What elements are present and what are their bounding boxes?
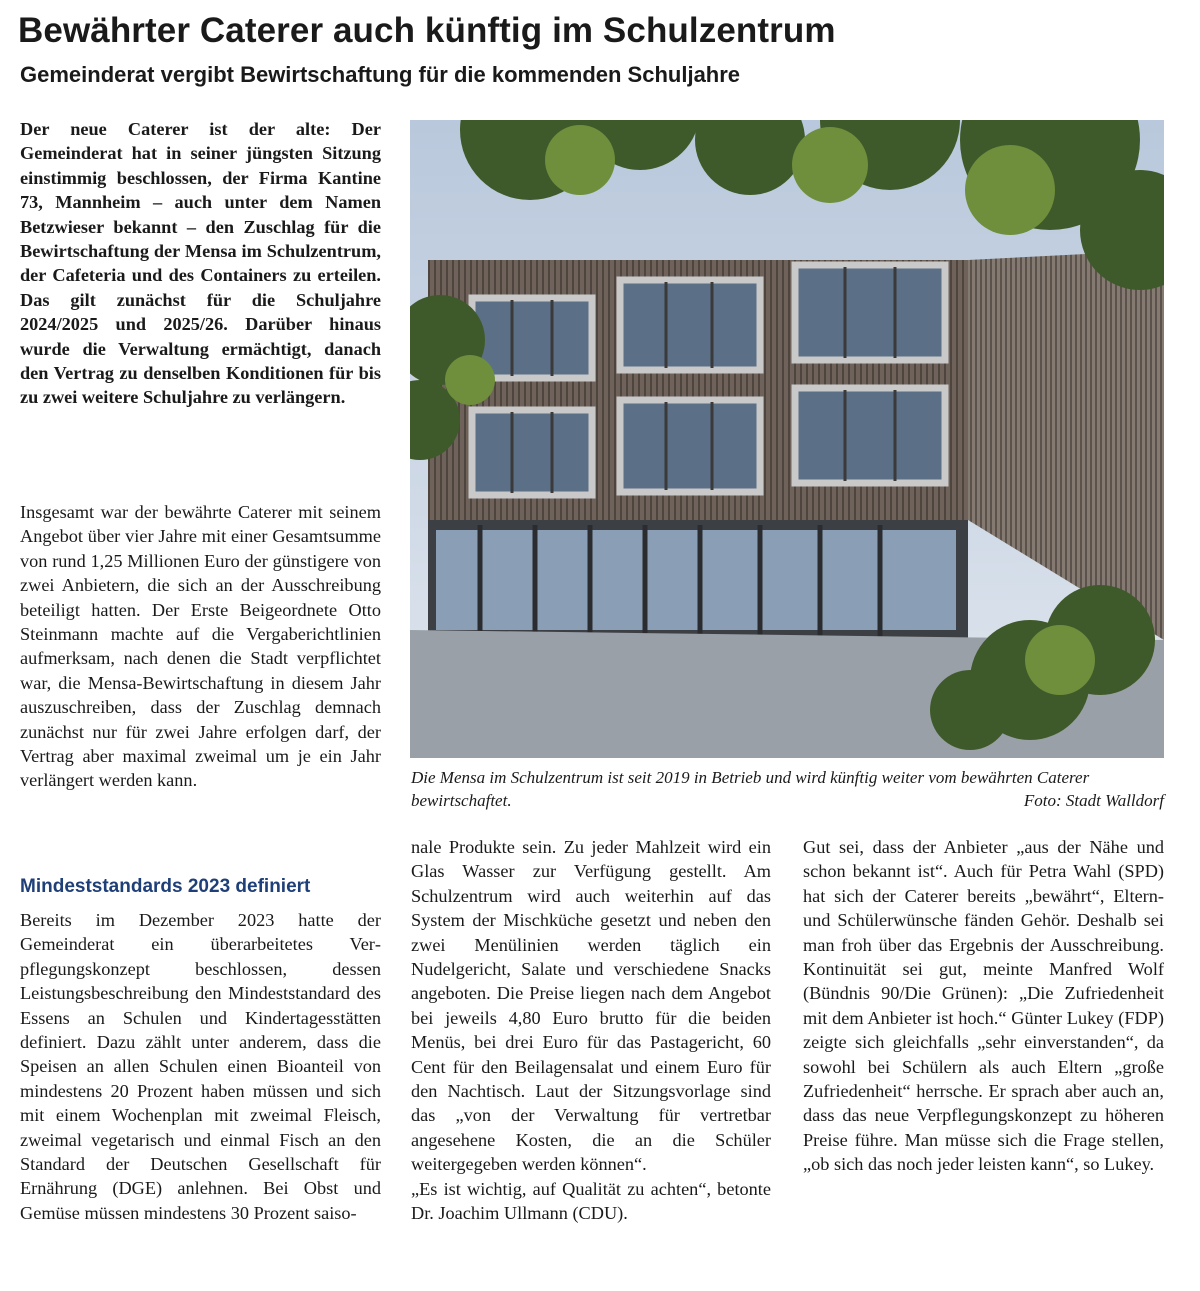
paragraph-2-text: Insgesamt war der bewährte Caterer mit seinem Angebot über vier Jahre mit einer Gesamtsumme von rund 1,25 Millionen Euro der günstigere von zwei Anbietern, die sich an der Ausschreibung beteiligt hatten. Der Erste Beigeordnete Otto Steinmann machte auf die Vergaberichtlinien aufmerksam, nach denen die Stadt verpflichtet war, die Mensa-Bewirtschaftung in diesem Jahr auszuschreiben, dass der Zuschlag demnach zunächst nur für zwei Jahre erfolgen darf, der Vertrag aber maximal zweimal um je ein Jahr verlängert werden kann. bbox=[20, 502, 381, 791]
lead-paragraph bbox=[20, 117, 381, 410]
paragraph-4-part2-text: Gut sei, dass der Anbieter „aus der Nähe und schon bekannt ist“. Auch für Petra Wahl (SPD) hat sich der Caterer bereits „bewährt“, Eltern- und Schülerwünsche fänden Gehör. Deshalb sei man froh über das Ergebnis der Ausschreibung. Kontinuität sei gut, meinte Manfred Wolf (Bündnis 90/Die Grünen): „Die Zufriedenheit mit dem Anbieter ist hoch.“ Günter Lukey (FDP) zeigte sich gleichfalls „sehr einverstanden“, da sowohl bei Schülern als auch Eltern „große Zufriedenheit“ herrsche. Er sprach aber auch an, dass das neue Verpflegungskonzept zu höheren Preise führe. Man müsse sich die Frage stellen, „ob sich das noch jeder leisten kann“, so Lukey. bbox=[803, 837, 1164, 1175]
article-column-3 bbox=[803, 835, 1164, 1177]
paragraph-3-part2-text: nale Produkte sein. Zu jeder Mahlzeit wird ein Glas Wasser zur Verfügung gestellt. Am Schulzentrum wird auch weiterhin auf das System der Mischküche gesetzt und neben den zwei Menülinien werden täglich ein Nudelgericht, Salate und verschiedene Snacks angeboten. Die Preise liegen nach dem Angebot bei jeweils 4,80 Euro brutto für die beiden Menüs, bei drei Euro für das Pastagericht, 60 Cent für den Beilagensalat und einem Euro für den Nachtisch. Laut der Sitzungsvorlage sind das „von der Verwaltung für vertretbar angesehene Kosten, die an die Schüler weitergegeben werden können“. bbox=[411, 837, 771, 1175]
photo-caption bbox=[411, 766, 1164, 812]
paragraph-4-part1-text: „Es ist wichtig, auf Qualität zu achten“, betonte Dr. Joachim Ullmann (CDU). bbox=[411, 1178, 771, 1224]
lead-text: Der neue Caterer ist der alte: Der Gemeinderat hat in seiner jüngsten Sitzung einstimmig beschlossen, der Firma Kantine 73, Mannheim – auch unter dem Namen Betzwieser bekannt – den Zuschlag für die Bewirtschaftung der Mensa im Schulzentrum, der Cafeteria und des Containers zu erteilen. Das gilt zunächst für die Schuljahre 2024/2025 und 2025/26. Darüber hinaus wurde die Verwaltung ermächtigt, danach den Vertrag zu denselben Konditionen für bis zu zwei weitere Schuljahre zu verlängern. bbox=[20, 119, 381, 408]
section-subhead: Mindeststandards 2023 definiert bbox=[20, 876, 311, 897]
body-paragraph-2 bbox=[20, 500, 381, 793]
mensa-building-illustration bbox=[410, 120, 1164, 758]
headline: Bewährter Caterer auch künftig im Schulzentrum bbox=[18, 11, 836, 50]
paragraph-3-part1-text: Bereits im Dezember 2023 hatte der Gemeinderat ein überarbeitetes Verpflegungskonzept beschlossen, dessen Leistungsbeschreibung den Mindeststandard des Essens an Schulen und Kindertagesstätten definiert. Dazu zählt unter anderem, dass die Speisen an allen Schulen einen Bioanteil von mindestens 20 Prozent haben müssen und sich mit einem Wochenplan mit zweimal Fleisch, zweimal vegetarisch und einmal Fisch an den Standard der Deutschen Gesellschaft für Ernährung (DGE) anlehnen. Bei Obst und Gemüse müssen mindestens 30 Prozent saiso- bbox=[20, 910, 381, 1223]
article-column-2 bbox=[411, 835, 771, 1226]
body-paragraph-3-part1 bbox=[20, 908, 381, 1225]
caption-text: Die Mensa im Schulzentrum ist seit 2019 in Betrieb und wird künftig weiter vom bewährten Caterer bewirtschaftet. bbox=[411, 768, 1090, 810]
photo-credit: Foto: Stadt Walldorf bbox=[1023, 791, 1164, 810]
subheadline: Gemeinderat vergibt Bewirtschaftung für die kommenden Schuljahre bbox=[20, 62, 741, 87]
article-photo bbox=[410, 120, 1164, 758]
